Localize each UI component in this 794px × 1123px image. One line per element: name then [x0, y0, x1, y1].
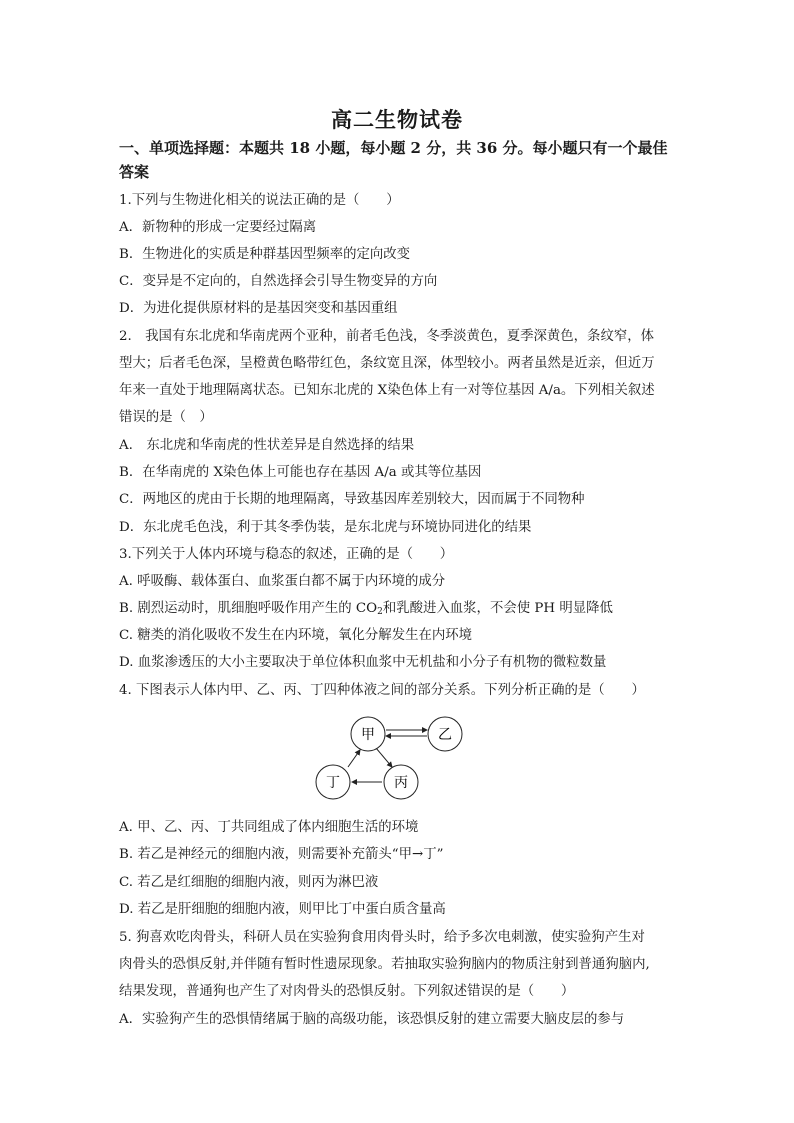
- q2-stem-line1: 2. 我国有东北虎和华南虎两个亚种，前者毛色浅，冬季淡黄色，夏季深黄色，条纹窄，体: [119, 329, 655, 344]
- node-ding-label: 丁: [326, 775, 340, 791]
- node-bing-label: 丙: [394, 775, 408, 791]
- q2-stem-line4: 错误的是（ ）: [119, 410, 213, 425]
- q3-option-b: [119, 600, 613, 621]
- q2-option-a: A. 东北虎和华南虎的性状差异是自然选择的结果: [119, 438, 415, 453]
- q2-stem-line3: 年来一直处于地理隔离状态。已知东北虎的 X染色体上有一对等位基因 A/a。下列相关叙述: [119, 383, 655, 398]
- body-fluid-diagram: [300, 710, 480, 810]
- q3-option-b-subscript: 2: [377, 607, 383, 617]
- q3-stem: 3.下列关于人体内环境与稳态的叙述，正确的是（ ）: [119, 547, 454, 562]
- q3-option-b-part2: 和乳酸进入血浆，不会使 PH 明显降低: [382, 601, 613, 616]
- q1-option-b: B．生物进化的实质是种群基因型频率的定向改变: [119, 247, 411, 262]
- q4-option-b: B. 若乙是神经元的细胞内液，则需要补充箭头“甲→丁”: [119, 847, 444, 862]
- q3-option-c: C. 糖类的消化吸收不发生在内环境，氧化分解发生在内环境: [119, 628, 473, 643]
- section-heading: 一、单项选择题：本题共 18 小题，每小题 2 分，共 36 分。每小题只有一个最佳答案: [119, 139, 668, 181]
- q5-stem-line2: 肉骨头的恐惧反射,并伴随有暂时性遗尿现象。若抽取实验狗脑内的物质注射到普通狗脑内,: [119, 957, 650, 972]
- q4-option-c: C. 若乙是红细胞的细胞内液，则丙为淋巴液: [119, 875, 379, 890]
- node-jia-label: 甲: [361, 727, 375, 743]
- q4-option-a: A. 甲、乙、丙、丁共同组成了体内细胞生活的环境: [119, 820, 419, 835]
- q5-option-a: A．实验狗产生的恐惧情绪属于脑的高级功能，该恐惧反射的建立需要大脑皮层的参与: [119, 1012, 625, 1027]
- node-yi-label: 乙: [438, 727, 452, 743]
- q5-stem-line1: 5. 狗喜欢吃肉骨头，科研人员在实验狗食用肉骨头时，给予多次电刺激，使实验狗产生对: [119, 930, 645, 945]
- arrow-jia-to-bing: [376, 748, 392, 767]
- arrow-ding-to-jia: [348, 750, 360, 767]
- q4-stem: 4. 下图表示人体内甲、乙、丙、丁四种体液之间的部分关系。下列分析正确的是（ ）: [119, 683, 645, 698]
- q2-stem-line2: 型大；后者毛色深，呈橙黄色略带红色，条纹宽且深，体型较小。两者虽然是近亲，但近万: [119, 356, 655, 371]
- q2-option-c: C．两地区的虎由于长期的地理隔离，导致基因库差别较大，因而属于不同物种: [119, 492, 585, 507]
- q1-stem: 1.下列与生物进化相关的说法正确的是（ ）: [119, 193, 400, 208]
- q4-option-d: D. 若乙是肝细胞的细胞内液，则甲比丁中蛋白质含量高: [119, 902, 446, 917]
- q2-option-b: B．在华南虎的 X染色体上可能也存在基因 A/a 或其等位基因: [119, 465, 482, 480]
- page-title: 高二生物试卷: [331, 107, 463, 132]
- q3-option-a: A. 呼吸酶、载体蛋白、血浆蛋白都不属于内环境的成分: [119, 574, 446, 589]
- q1-option-a: A．新物种的形成一定要经过隔离: [119, 220, 317, 235]
- q2-option-d: D．东北虎毛色浅，利于其冬季伪装，是东北虎与环境协同进化的结果: [119, 520, 532, 535]
- q1-option-c: C．变异是不定向的，自然选择会引导生物变异的方向: [119, 274, 438, 289]
- q5-stem-line3: 结果发现，普通狗也产生了对肉骨头的恐惧反射。下列叙述错误的是（ ）: [119, 984, 575, 999]
- q3-option-b-part1: B. 剧烈运动时，肌细胞呼吸作用产生的 CO: [119, 601, 378, 616]
- q3-option-d: D. 血浆渗透压的大小主要取决于单位体积血浆中无机盐和小分子有机物的微粒数量: [119, 655, 607, 670]
- q1-option-d: D．为进化提供原材料的是基因突变和基因重组: [119, 301, 398, 316]
